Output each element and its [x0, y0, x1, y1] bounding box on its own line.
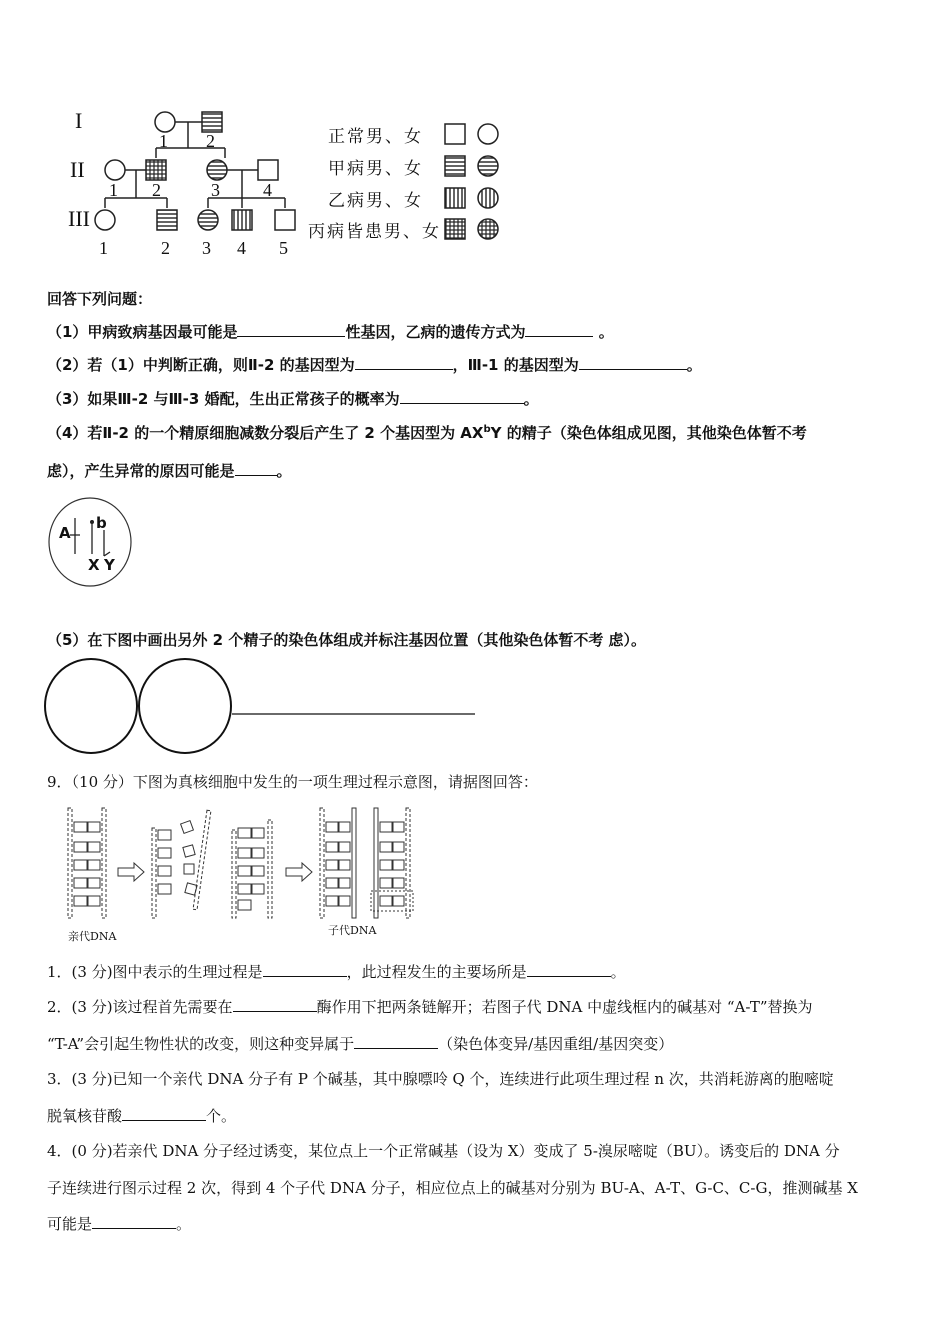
II-3-female-disease-a — [207, 160, 227, 180]
daughter-dna-2 — [371, 808, 413, 918]
dna-replication-figure — [60, 800, 440, 945]
q9-s2-blank-1[interactable] — [233, 996, 317, 1012]
q8-part3: （3）如果Ⅲ-2 与Ⅲ-3 婚配，生出正常孩子的概率为 。 — [47, 390, 539, 408]
q9-sub4-line2: 子连续进行图示过程 2 次，得到 4 个子代 DNA 分子，相应位点上的碱基对分别为 BU-A、A-T、G-C、C-G，推测碱基 X — [47, 1179, 858, 1197]
unwinding-dna — [152, 810, 211, 918]
legend-both-female — [478, 219, 498, 239]
chromosome-label-X: X — [88, 556, 100, 574]
II-4-male — [258, 160, 278, 180]
II-2-male-both — [146, 160, 166, 180]
legend-b-male — [445, 188, 465, 208]
chromosome-label-Y: Y — [104, 556, 115, 574]
q9-s1-blank-1[interactable] — [263, 961, 347, 977]
III-1-female — [95, 210, 115, 230]
legend-b-female — [478, 188, 498, 208]
drawing-circle-left — [45, 659, 137, 753]
legend-label-disease-b: 乙病男、女 — [328, 191, 423, 211]
q9-header: 9．（10 分）下图为真核细胞中发生的一项生理过程示意图，请据图回答： — [47, 773, 538, 791]
q8-p1-blank-2[interactable] — [525, 321, 593, 337]
sperm-cell-svg — [47, 496, 133, 588]
synthesis-dna — [232, 820, 272, 918]
q8-p2-blank-2[interactable] — [579, 354, 687, 370]
q8-part2: （2）若（1）中判断正确，则Ⅱ-2 的基因型为 ，Ⅲ-1 的基因型为 。 — [47, 356, 702, 374]
drawing-circle-right — [139, 659, 231, 753]
q9-sub1: 1．(3 分)图中表示的生理过程是 ，此过程发生的主要场所是 。 — [47, 963, 626, 981]
q9-sub3-line1: 3．(3 分)已知一个亲代 DNA 分子有 P 个碱基，其中腺嘌呤 Q 个，连续进行此项生理过程 n 次，共消耗游离的胞嘧啶 — [47, 1070, 834, 1088]
pedigree-figure — [60, 100, 520, 265]
sperm-cell-diagram — [47, 496, 133, 588]
q8-part4-line2: 虑），产生异常的原因可能是 。 — [47, 462, 292, 480]
III-4-male-disease-b — [232, 210, 252, 230]
I-2-number: 2 — [206, 131, 215, 151]
II-1-female — [105, 160, 125, 180]
II-3-number: 3 — [211, 180, 220, 200]
III-5-number: 5 — [279, 238, 288, 258]
legend-both-male — [445, 219, 465, 239]
III-2-number: 2 — [161, 238, 170, 258]
generation-label-II: II — [70, 157, 85, 182]
q8-p4-blank[interactable] — [235, 460, 277, 476]
I-1-female — [155, 112, 175, 132]
II-4-number: 4 — [263, 180, 272, 200]
q8-intro: 回答下列问题： — [47, 290, 153, 308]
legend-label-normal: 正常男、女 — [328, 127, 423, 147]
q9-sub3-line2: 脱氧核苷酸 个。 — [47, 1107, 237, 1125]
dna-replication-svg — [60, 800, 440, 945]
parent-dna — [68, 808, 106, 918]
legend-normal-female — [478, 124, 498, 144]
I-1-number: 1 — [159, 131, 168, 151]
legend-a-female — [478, 156, 498, 176]
III-2-male-disease-a — [157, 210, 177, 230]
q9-s1-blank-2[interactable] — [527, 961, 611, 977]
q9-sub2-line1: 2．(3 分)该过程首先需要在 酶作用下把两条链解开；若图子代 DNA 中虚线框内的碱基对 “A-T”替换为 — [47, 998, 813, 1016]
daughter-dna-1 — [320, 808, 356, 918]
II-1-number: 1 — [109, 180, 118, 200]
legend-symbols — [440, 120, 520, 255]
q8-p2-blank-1[interactable] — [355, 354, 453, 370]
legend-label-disease-a: 甲病男、女 — [328, 159, 423, 179]
legend-label-both: 丙病皆患男、女 — [308, 222, 441, 242]
III-1-number: 1 — [99, 238, 108, 258]
q9-sub4-line3: 可能是 。 — [47, 1215, 192, 1233]
q9-sub4-line1: 4．(0 分)若亲代 DNA 分子经过诱变，某位点上一个正常碱基（设为 X）变成了 5-溴尿嘧啶（BU）。诱变后的 DNA 分 — [47, 1142, 840, 1160]
q9-s2-blank-2[interactable] — [354, 1033, 438, 1049]
q8-p3-blank[interactable] — [400, 388, 524, 404]
gene-label-b: b — [96, 514, 107, 532]
q8-part4-line1: （4）若Ⅱ-2 的一个精原细胞减数分裂后产生了 2 个基因型为 $AX^bY$ 的精子（染色体组成见图，其他染色体暂不考 — [47, 424, 807, 442]
legend-normal-male — [445, 124, 465, 144]
arrow-2 — [286, 863, 312, 881]
III-4-number: 4 — [237, 238, 246, 258]
gene-label-A: A — [59, 524, 71, 542]
legend-a-male — [445, 156, 465, 176]
II-2-number: 2 — [152, 180, 161, 200]
generation-label-I: I — [75, 108, 83, 133]
child-dna-label: 子代DNA — [328, 924, 377, 937]
q9-s4-blank[interactable] — [92, 1213, 176, 1229]
arrow-1 — [118, 863, 144, 881]
drawing-circles — [44, 656, 484, 756]
generation-label-III: III — [68, 206, 90, 231]
III-3-number: 3 — [202, 238, 211, 258]
q9-s3-blank[interactable] — [122, 1105, 206, 1121]
q8-p1-blank-1[interactable] — [237, 321, 345, 337]
q8-part1: （1）甲病致病基因最可能是 性基因，乙病的遗传方式为 。 — [47, 323, 614, 341]
q8-part5: （5）在下图中画出另外 2 个精子的染色体组成并标注基因位置（其他染色体暂不考 虑）。 — [47, 631, 647, 649]
I-2-male-disease-a — [202, 112, 222, 132]
III-3-female-disease-a — [198, 210, 218, 230]
q9-sub2-line2: “T-A”会引起生物性状的改变，则这种变异属于 （染色体变异/基因重组/基因突变） — [47, 1035, 674, 1053]
III-5-male — [275, 210, 295, 230]
parent-dna-label: 亲代DNA — [68, 930, 117, 943]
